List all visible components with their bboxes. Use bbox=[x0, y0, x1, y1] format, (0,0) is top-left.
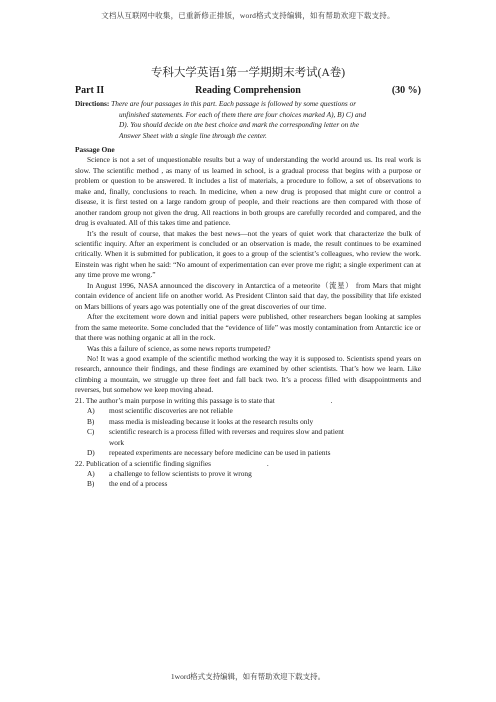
directions bbox=[75, 99, 421, 141]
question-21 bbox=[75, 396, 421, 459]
directions-line-3: D). You should decide on the best choice and mark the corresponding letter on the bbox=[119, 120, 360, 130]
option-c: C) scientific research is a process filled with reverses and requires slow and patient work bbox=[87, 427, 344, 447]
question-stem: 21. The author’s main purpose in writing this passage is to state that . bbox=[75, 395, 333, 405]
option-a: A) a challenge to fellow scientists to prove it wrong bbox=[87, 468, 252, 478]
directions-line-1: There are four passages in this part. Each passage is followed by some questions or bbox=[111, 99, 357, 108]
page-header-note: 文档从互联网中收集，已重新修正排版，word格式支持编辑，如有帮助欢迎下载支持。 bbox=[101, 11, 395, 20]
directions-line-4: Answer Sheet with a single line through the center. bbox=[119, 130, 267, 140]
option-a: A) most scientific discoveries are not reliable bbox=[87, 406, 233, 416]
answer-blank bbox=[277, 402, 331, 403]
passage-title: Passage One bbox=[75, 145, 115, 155]
option-b: B) mass media is misleading because it looks at the research results only bbox=[87, 416, 314, 426]
question-stem: 22. Publication of a scientific finding signifies . bbox=[75, 458, 269, 468]
option-b: B) the end of a process bbox=[87, 479, 168, 489]
exam-title: 专科大学英语1第一学期期末考试(A卷) bbox=[150, 67, 346, 79]
passage-paragraph: Was this a failure of science, as some news reports trumpeted? bbox=[87, 343, 271, 353]
part-points: (30 %) bbox=[391, 85, 421, 96]
passage-paragraph: It’s the result of course, that makes the best news—not the years of quiet work that characterize the bulk of scientific inquiry. After an experiment is concluded or an observation is made, the result continues to be examined critically. When it is submitted for publication, it goes to a group of the scientist’s colleagues, who review the work. Einstein was right when he said: “No amount of experimentation can ever prove me right; a single experiment can at any time prove me wrong.” bbox=[75, 228, 421, 280]
passage-paragraph: After the excitement wore down and initial papers were published, other researchers began looking at samples from the same meteorite. Some concluded that the “evidence of life” was mostly contamination from Antarctic ice or that there was nothing organic at all in the rock. bbox=[75, 312, 421, 343]
answer-blank bbox=[213, 465, 267, 466]
passage-paragraph: Science is not a set of unquestionable results but a way of understanding the world around us. Its real work is slow. The scientific method , as many of us learned in school, is a gradual process that begins with a purpose or problem or question to be answered. It includes a list of materials, a procedure to follow, a set of observations to make and, finally, conclusions to reach. In medicine, when a new drug is proposed that might cure or control a disease, it is first tested on a large random group of people, and their reactions are then compared with those of another random group not given the drug. All reactions in both groups are carefully recorded and compared, and the drug is evaluated. All of this takes time and patience. bbox=[75, 155, 421, 228]
question-22 bbox=[75, 459, 421, 490]
part-heading bbox=[75, 85, 421, 96]
directions-label: Directions: bbox=[75, 99, 110, 108]
part-label: Part II bbox=[75, 85, 105, 96]
exam-content bbox=[75, 64, 421, 490]
part-name: Reading Comprehension bbox=[195, 85, 301, 96]
page-footer-note: 1word格式支持编辑，如有帮助欢迎下载支持。 bbox=[170, 672, 326, 681]
passage-paragraph: No! It was a good example of the scientific method working the way it is supposed to. Scientists spend years on research, announce their findings, and these findings are examined by other scientists. That’s how we learn. Like climbing a mountain, we struggle up three feet and fall back two. It’s a process filled with disappointments and reverses, but somehow we keep moving ahead. bbox=[75, 353, 421, 395]
passage-paragraph: In August 1996, NASA announced the discovery in Antarctica of a meteorite（流星） from Mars that might contain evidence of ancient life on another world. As President Clinton said that day, the possibility that life existed on Mars billions of years ago was potentially one of the great discoveries of our time. bbox=[75, 280, 421, 311]
option-d: D) repeated experiments are necessary before medicine can be used in patients bbox=[87, 448, 331, 458]
directions-line-2: unfinished statements. For each of them there are four choices marked A), B) C) and bbox=[119, 109, 366, 119]
